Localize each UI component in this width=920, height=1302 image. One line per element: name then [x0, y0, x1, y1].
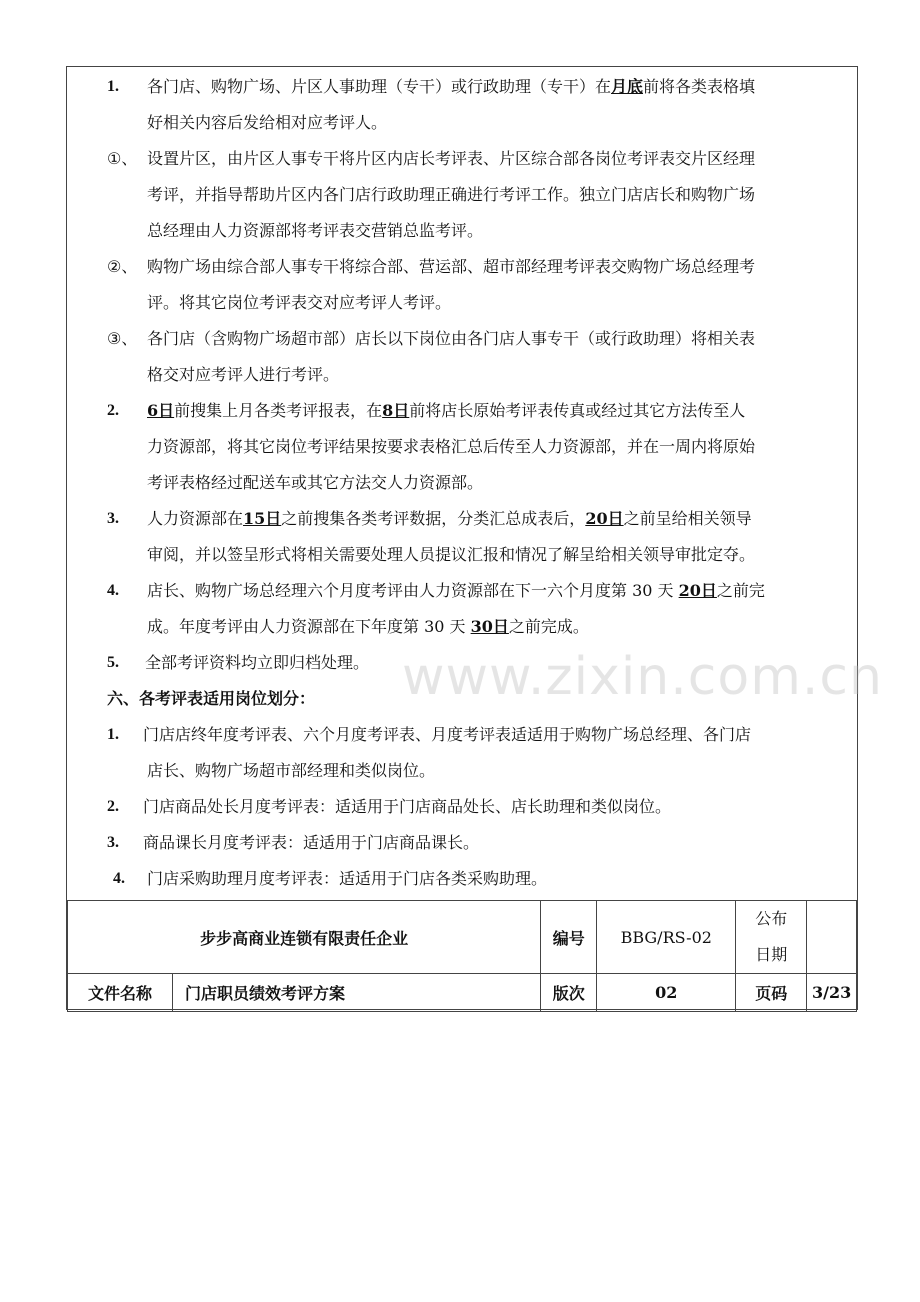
deadline-date: 20日: [678, 581, 717, 600]
deadline-date: 30日: [470, 617, 509, 636]
line: 店长、购物广场超市部经理和类似岗位。: [147, 761, 436, 780]
text-segment: 前搜集上月各类考评报表，在: [174, 401, 383, 420]
text-segment: 店长、购物广场总经理六个月度考评由人力资源部在下一六个月度第 30 天: [147, 581, 679, 600]
line: 总经理由人力资源部将考评表交营销总监考评。: [147, 221, 484, 240]
item-text: [147, 393, 851, 501]
footer-row: [68, 901, 857, 974]
line: 考评表格经过配送车或其它方法交人力资源部。: [147, 473, 484, 492]
deadline-date: 8日: [382, 401, 410, 420]
document-footer-table: [67, 900, 857, 1012]
text-segment: 各门店、购物广场、片区人事助理（专干）或行政助理（专干）在: [147, 77, 612, 96]
item-marker: ③、: [107, 329, 138, 348]
line: 门店商品处长月度考评表：适适用于门店商品处长、店长助理和类似岗位。: [143, 797, 672, 816]
text-segment: 之前呈给相关领导: [623, 509, 752, 528]
footer-row: [68, 974, 857, 1012]
date-label-line: 日期: [755, 945, 788, 964]
line: 设置片区，由片区人事专干将片区内店长考评表、片区综合部各岗位考评表交片区经理: [147, 149, 756, 168]
version-label: 版次: [541, 974, 597, 1012]
text-segment: 之前完成。: [508, 617, 589, 636]
item-number: 4.: [113, 870, 125, 887]
line: 购物广场由综合部人事专干将综合部、营运部、超市部经理考评表交购物广场总经理考: [147, 257, 756, 276]
item-text: [147, 501, 851, 573]
page-value: 3/23: [807, 974, 857, 1012]
item-number: 4.: [107, 582, 119, 599]
line: 评。将其它岗位考评表交对应考评人考评。: [147, 293, 452, 312]
item-number: 2.: [107, 798, 119, 815]
item-marker: ②、: [107, 257, 138, 276]
file-name-label: 文件名称: [68, 974, 173, 1012]
line: 全部考评资料均立即归档处理。: [145, 653, 370, 672]
section-heading: 六、各考评表适用岗位划分：: [107, 689, 316, 708]
item-text: [147, 69, 851, 141]
deadline-date: 20日: [585, 509, 624, 528]
item-text: [147, 321, 851, 393]
item-text: [147, 249, 851, 321]
item-text: [143, 789, 851, 825]
text-segment: 前将店长原始考评表传真或经过其它方法传至人: [409, 401, 746, 420]
watermark: www.zixin.com.cn: [402, 647, 883, 707]
code-value: BBG/RS-02: [597, 901, 736, 974]
code-label: 编号: [541, 901, 597, 974]
document-frame: [66, 66, 883, 1010]
item-number: 1.: [107, 726, 119, 743]
line: [147, 501, 851, 537]
deadline-date: 15日: [243, 509, 282, 528]
company-name: 步步高商业连锁有限责任企业: [68, 901, 541, 974]
line: 门店店终年度考评表、六个月度考评表、月度考评表适适用于购物广场总经理、各门店: [143, 725, 752, 744]
file-name-value: 门店职员绩效考评方案: [173, 974, 541, 1012]
line: 力资源部，将其它岗位考评结果按要求表格汇总后传至人力资源部，并在一周内将原始: [147, 437, 756, 456]
item-text: [143, 825, 851, 861]
item-number: 3.: [107, 510, 119, 527]
line: 门店采购助理月度考评表：适适用于门店各类采购助理。: [147, 869, 548, 888]
item-number: 5.: [107, 654, 119, 671]
line: [147, 69, 851, 105]
line: 好相关内容后发给相对应考评人。: [147, 113, 388, 132]
deadline-date: 6日: [147, 401, 175, 420]
line: 格交对应考评人进行考评。: [147, 365, 340, 384]
page-label: 页码: [736, 974, 807, 1012]
line: 考评，并指导帮助片区内各门店行政助理正确进行考评工作。独立门店店长和购物广场: [147, 185, 756, 204]
text-segment: 前将各类表格填: [643, 77, 756, 96]
document-body: [67, 67, 883, 900]
line: [147, 393, 851, 429]
item-marker: ①、: [107, 149, 138, 168]
item-text: [147, 861, 851, 897]
item-text: [143, 717, 851, 789]
item-text: [147, 573, 851, 645]
line: 审阅，并以签呈形式将相关需要处理人员提议汇报和情况了解呈给相关领导审批定夺。: [147, 545, 756, 564]
date-label-line: 公布: [755, 909, 788, 928]
line: [147, 609, 851, 645]
text-segment: 人力资源部在: [147, 509, 244, 528]
item-number: 2.: [107, 402, 119, 419]
line: 各门店（含购物广场超市部）店长以下岗位由各门店人事专干（或行政助理）将相关表: [147, 329, 756, 348]
text-segment: 之前搜集各类考评数据，分类汇总成表后，: [281, 509, 586, 528]
version-value: 02: [597, 974, 736, 1012]
text-segment: 成。年度考评由人力资源部在下年度第 30 天: [147, 617, 471, 636]
item-text: [147, 141, 851, 249]
publish-date-value: [807, 901, 857, 974]
deadline-month-end: 月底: [611, 77, 644, 96]
publish-date-label: [736, 901, 807, 974]
item-number: 1.: [107, 78, 119, 95]
text-segment: 之前完: [716, 581, 765, 600]
line: [147, 573, 851, 609]
item-number: 3.: [107, 834, 119, 851]
line: 商品课长月度考评表：适适用于门店商品课长。: [143, 833, 480, 852]
